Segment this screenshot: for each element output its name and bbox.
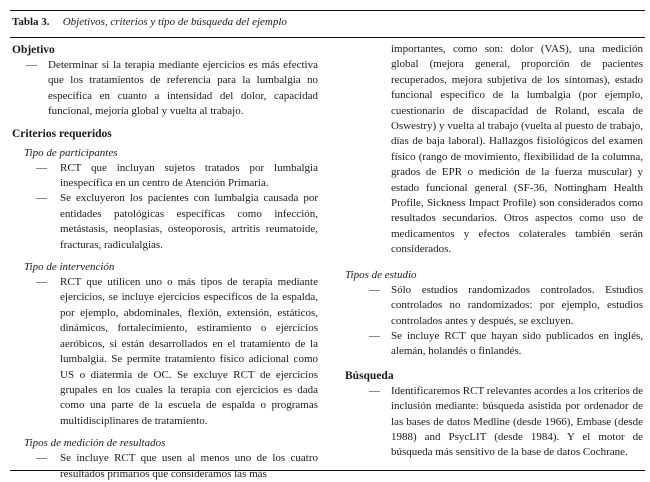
list-item: — Se incluye RCT que hayan sido publicados en inglés, alemán, holandés o finlandés. bbox=[369, 329, 643, 358]
table-header-rule bbox=[10, 37, 645, 38]
table-caption bbox=[12, 16, 287, 28]
list-item: — Identificaremos RCT relevantes acordes a los criterios de inclusión mediante: búsqueda asistida por ordenador de las bases de datos Medline (desde 1966), Embase (desde 1988) and PsycLIT (desde 1984). Y el motor de búsqueda más sensitivo de la base de datos Cochrane. bbox=[369, 384, 643, 459]
table-top-rule bbox=[10, 10, 645, 11]
dash-bullet: — bbox=[369, 329, 380, 342]
right-column bbox=[345, 42, 643, 461]
dash-bullet: — bbox=[36, 161, 47, 174]
section-heading-objetivo: Objetivo bbox=[12, 44, 55, 56]
list-item: — Determinar si la terapia mediante ejercicios es más efectiva que los tratamientos de referencia para la lumbalgia no específica en cuanto a intensidad del dolor, capacidad funcional, mejoría global y vuelta al trabajo. bbox=[26, 59, 318, 118]
section-heading-busqueda: Búsqueda bbox=[345, 369, 394, 382]
list-item-continued: importantes, como son: dolor (VAS), una medición global (mejora general, proporción de pacientes recuperados, mejora subjetiva de los síntomas), estado funcional específico de la lumbalgia (por ejemplo, cuestionario de discapacidad de Roland, escala de Oswestry) y vuelta al trabajo (vuelta al puesto de trabajo, días de baja laboral). Hallazgos fisiológicos del examen físico (rango de movimiento, flexibilidad de la columna, grados de EPR o medición de la fuerza muscular) y estado funcional general (SF-36, Nottingham Health Profile, Sickness Impact Profile) son considerados como resultados secundarios. Otros aspectos como uso de medicamentos y efectos colaterales también serán considerados. bbox=[391, 43, 643, 256]
dash-bullet: — bbox=[369, 283, 380, 296]
dash-bullet: — bbox=[36, 192, 47, 205]
left-column bbox=[12, 42, 318, 482]
list-item: — RCT que utilicen uno o más tipos de terapia mediante ejercicios, se incluye ejercicios específicos de la espalda, por ejemplo, abdominales, flexión, extensión, estáticos, dinámicos, fortalecimiento, estiramiento o ejercicios aeróbicos, si están desarrollados en el tratamiento de la lumbalgia. Se permite tratamiento físico adicional como US o diatermia de OC. Se excluye RCT de ejercicios grupales en los cuales la terapia con ejercicios es dada como una parte de la escuela de espalda o programas multidisciplinares de tratamiento. bbox=[36, 276, 318, 427]
dash-bullet: — bbox=[26, 59, 37, 71]
table-title: Objetivos, criterios y tipo de búsqueda del ejemplo bbox=[62, 16, 287, 28]
dash-bullet: — bbox=[36, 452, 47, 465]
list-item: — Sólo estudios randomizados controlados. Estudios controlados no randomizados: por ejemplo, estudios controlados antes y después, se excluyen. bbox=[369, 283, 643, 327]
table-bottom-rule bbox=[10, 470, 645, 471]
section-heading-criterios: Criterios requeridos bbox=[12, 127, 112, 140]
dash-bullet: — bbox=[36, 276, 47, 289]
subheading-medicion: Tipos de medición de resultados bbox=[24, 437, 166, 450]
list-item: — Se incluye RCT que usen al menos uno de los cuatro resultados primarios que consideramos las más bbox=[36, 452, 318, 480]
list-item: — RCT que incluyan sujetos tratados por lumbalgia inespecífica en un centro de Atención Primaria. bbox=[36, 161, 318, 190]
subheading-estudio: Tipos de estudio bbox=[345, 268, 417, 281]
subheading-intervencion: Tipo de intervención bbox=[24, 261, 115, 274]
dash-bullet: — bbox=[369, 384, 380, 397]
table-number: Tabla 3. bbox=[12, 16, 50, 28]
subheading-participantes: Tipo de participantes bbox=[24, 146, 118, 159]
list-item: — Se excluyeron los pacientes con lumbalgia causada por entidades patológicas específicas como infección, metástasis, neoplasias, osteoporosis, artritis reumatoide, fracturas, radiculalgias. bbox=[36, 192, 318, 251]
